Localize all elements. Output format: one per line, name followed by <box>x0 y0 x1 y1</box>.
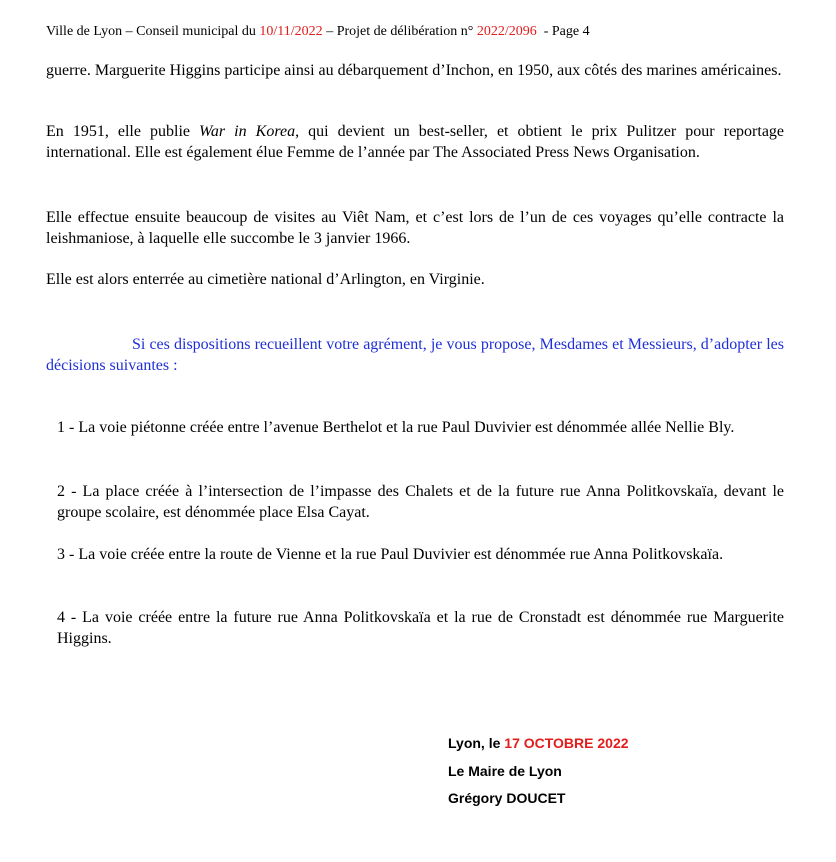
decision-1 <box>57 417 784 438</box>
book-title: War in Korea <box>199 123 296 140</box>
paragraph-1: guerre. Marguerite Higgins participe ainsi au débarquement d’Inchon, en 1950, aux côtés des marines américaines. <box>46 62 782 79</box>
paragraph-3: Elle effectue ensuite beaucoup de visites au Viêt Nam, et c’est lors de l’un de ces voyages qu’elle contracte la leishmaniose, à laquelle elle succombe le 3 janvier 1966. <box>46 209 784 247</box>
deliberation-number: 2022/2096 <box>476 24 537 39</box>
signature-name: Grégory DOUCET <box>448 790 566 806</box>
page-header <box>46 24 590 40</box>
council-date: 10/11/2022 <box>259 24 323 39</box>
header-prefix: Ville de Lyon – Conseil municipal du <box>46 24 260 39</box>
decision-2-number: 2 <box>57 483 65 500</box>
signature-place: Lyon, le <box>448 735 505 751</box>
header-middle: – Projet de délibération n° <box>322 24 477 39</box>
decision-2 <box>57 481 784 523</box>
signature-date: 17 OCTOBRE 2022 <box>504 735 629 751</box>
decision-4-number: 4 <box>57 609 65 626</box>
paragraph-2 <box>46 121 784 163</box>
paragraph-2-end: , qui devient un best-seller, et obtient le prix Pulitzer pour reportage international. Elle est également élue Femme de l’année par The Associated Press News Organisation. <box>46 123 785 161</box>
decision-3-text: - La voie créée entre la route de Vienne et la rue Paul Duvivier est dénommée rue Anna Politkovskaïa. <box>65 546 724 563</box>
decision-1-text: - La voie piétonne créée entre l’avenue Berthelot et la rue Paul Duvivier est dénommée allée Nellie Bly. <box>65 419 735 436</box>
decision-3-number: 3 <box>57 546 65 563</box>
decision-1-number: 1 <box>57 419 65 436</box>
decision-4 <box>57 607 784 649</box>
paragraph-2-start: En 1951, elle publie <box>46 123 200 140</box>
paragraph-4: Elle est alors enterrée au cimetière national d’Arlington, en Virginie. <box>46 271 485 288</box>
proposal-paragraph: Si ces dispositions recueillent votre agrément, je vous propose, Mesdames et Messieurs, d’adopter les décisions suivantes : <box>46 336 784 374</box>
page-number: - Page 4 <box>536 24 590 39</box>
signature-role: Le Maire de Lyon <box>448 763 562 779</box>
decision-2-text: - La place créée à l’intersection de l’impasse des Chalets et de la future rue Anna Politkovskaïa, devant le groupe scolaire, est dénommée place Elsa Cayat. <box>57 483 784 521</box>
decision-4-text: - La voie créée entre la future rue Anna Politkovskaïa et la rue de Cronstadt est dénommée rue Marguerite Higgins. <box>57 609 784 647</box>
signature-place-date <box>448 735 629 751</box>
decision-3 <box>57 544 784 565</box>
